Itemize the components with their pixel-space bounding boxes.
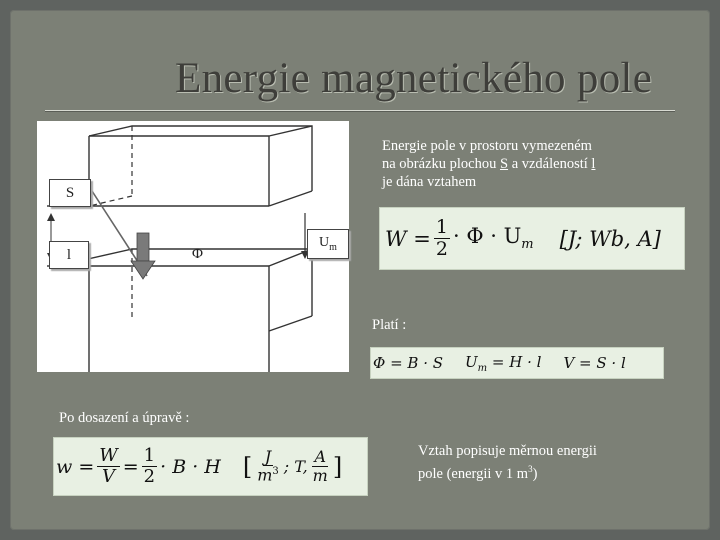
label-s-box [49,179,91,207]
substitution-label: Po dosazení a úpravě : [59,410,190,426]
formula3-rest: · B · H [160,455,221,478]
density-formula: w = $\frac{W}{V}$ = $\frac{1}{2}$ · B · H [ $\frac{J}{m^3}$ ; T, $\frac{A}{m}$ ] [53,437,368,496]
note-line-1: Vztah popisuje měrnou energii [418,443,597,459]
label-l: l [66,246,72,263]
fraction-half-2: $\frac{1}{2}$ [143,444,156,487]
relation-phi: Φ = B · S [373,354,444,372]
label-um: $U_m$ [319,235,337,253]
relations-formula [370,347,664,379]
relation-volume: V = S · l [563,354,626,372]
formula1-rest: · $\Phi \cdot U_m$ [452,224,534,253]
note-line-2: pole (energii v 1 $m^3$) [418,464,538,482]
label-phi: Φ [192,246,203,262]
energy-formula: W = $\frac{1}{2}$ · $\Phi \cdot U_m$ [J; Wb, A] [379,207,685,270]
description-line-2: na obrázku plochou S a vzdáleností l [382,156,596,172]
slide-title: Energie magnetického pole [175,55,653,102]
title-divider [45,110,675,111]
label-um-box [307,229,349,259]
formula1-units: [J; Wb, A] [559,226,661,251]
label-s: S [65,184,75,201]
relation-um: $U_m = H \cdot l$ [465,352,542,374]
formula3-units: [ $\frac{J}{m^3}$ ; T, $\frac{A}{m}$ ] [242,446,343,485]
magnetic-circuit-figure [37,121,349,372]
fraction-half: $\frac{1}{2}$ [435,215,448,260]
plati-label: Platí : [372,317,407,333]
energy-density-note [418,442,597,483]
description-line-3: je dána vztahem [382,174,477,190]
label-l-box [49,241,89,269]
description-line-1: Energie pole v prostoru vymezeném [382,138,592,154]
fraction-w-v: $\frac{W}{V}$ [99,444,118,487]
description-text [382,137,595,191]
